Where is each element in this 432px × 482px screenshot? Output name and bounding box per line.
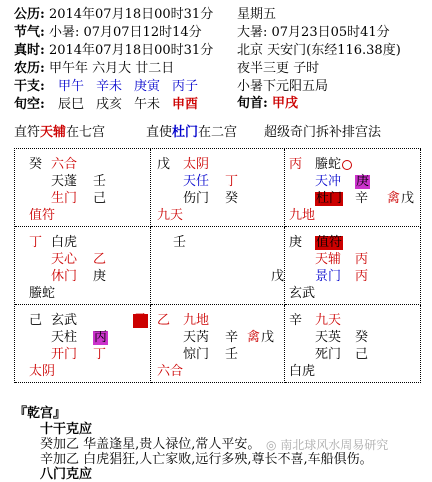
palace-kun <box>285 149 421 227</box>
palace-xun <box>15 149 151 227</box>
ganzhi-year: 甲午 <box>58 79 85 94</box>
ji-stem: 戊 <box>261 330 275 345</box>
star-stem: 丙 <box>355 252 369 267</box>
jieqi-label: 节气: <box>14 25 45 40</box>
god-cell <box>315 157 352 173</box>
zhenshi-value: 2014年07月18日00时31分 <box>48 43 214 58</box>
ganzhi-day: 庚寅 <box>134 79 161 94</box>
zhishi-info <box>146 125 237 141</box>
god: 九地 <box>183 313 210 328</box>
xunshou <box>237 96 298 112</box>
deity: 白虎 <box>289 364 316 379</box>
heaven-stem: 丙 <box>289 157 303 172</box>
palace-zhen <box>15 227 151 305</box>
ganzhi-hour: 丙子 <box>172 79 199 94</box>
star: 天英 <box>315 330 342 345</box>
xunkong-row <box>14 96 45 113</box>
method: 超级奇门拆补排宫法 <box>264 125 382 140</box>
door: 景门 <box>315 269 342 284</box>
zhishi-pre: 直使 <box>146 125 173 140</box>
nongli-label: 农历: <box>14 61 45 76</box>
door-stem: 丁 <box>93 347 107 362</box>
heaven-stem: 辛 <box>289 313 303 328</box>
zhishi-post: 在二宫 <box>198 125 238 140</box>
nongli-value: 甲午年 六月大 廿二日 <box>48 61 175 76</box>
ganzhi-month: 辛未 <box>96 79 123 94</box>
palace-center <box>151 227 285 305</box>
door: 休门 <box>51 269 78 284</box>
door: 惊门 <box>183 347 210 362</box>
ji-stem: 戊 <box>401 191 415 206</box>
deity: 螣蛇 <box>29 286 56 301</box>
palace-kan <box>151 305 285 383</box>
dashu: 大暑: 07月23日05时41分 <box>237 25 390 40</box>
god: 玄武 <box>51 313 78 328</box>
nongli-row <box>14 60 174 77</box>
xunkong-year: 辰巳 <box>58 97 85 112</box>
god: 白虎 <box>51 235 78 250</box>
xunkong-month: 戌亥 <box>96 97 123 112</box>
zhishi-door: 杜门 <box>172 125 199 140</box>
palace-li <box>151 149 285 227</box>
qin-mark: 禽 <box>387 191 401 206</box>
star: 天冲 <box>315 174 342 189</box>
star: 天蓬 <box>51 174 78 189</box>
night-hour: 夜半三更 子时 <box>237 61 320 76</box>
xunkong-hour: 申酉 <box>172 97 199 112</box>
deity: 六合 <box>157 364 184 379</box>
palace-gen <box>15 305 151 383</box>
star-stem: 丁 <box>225 174 239 189</box>
heaven-stem: 丁 <box>29 235 43 250</box>
god: 六合 <box>51 157 78 172</box>
star-stem: 庚 <box>356 174 370 189</box>
heaven-stem: 癸 <box>29 157 43 172</box>
empty-circle-icon <box>342 160 352 170</box>
door-stem: 壬 <box>225 347 239 362</box>
god: 螣蛇 <box>315 157 342 172</box>
god: 太阴 <box>183 157 210 172</box>
gongli-value: 2014年07月18日00时31分 <box>48 7 214 22</box>
star-stem: 癸 <box>355 330 369 345</box>
star-stem-cell <box>93 330 108 346</box>
door-stem: 己 <box>93 191 107 206</box>
zhenshi-label: 真时: <box>14 43 45 58</box>
star: 天芮 <box>183 330 210 345</box>
sub-title-door: 八门克应 <box>40 467 93 482</box>
sub-title-gan: 十干克应 <box>40 422 93 437</box>
heaven-stem: 戊 <box>157 157 171 172</box>
door-stem: 己 <box>355 347 369 362</box>
ju-number: 小暑下元阳五局 <box>237 79 329 94</box>
jieqi-value: 小暑: 07月07日12时14分 <box>48 25 202 40</box>
weekday: 星期五 <box>237 7 277 22</box>
star-stem: 乙 <box>93 252 107 267</box>
gongli-row <box>14 6 213 23</box>
xunkong-day: 午未 <box>134 97 161 112</box>
xunshou-label: 旬首: <box>237 96 268 111</box>
god: 值符 <box>316 235 343 250</box>
zhenshi-row <box>14 42 213 59</box>
xunkong-label: 旬空: <box>14 97 45 112</box>
zhifu-info <box>14 125 105 141</box>
door-cell <box>315 191 343 207</box>
star-stem: 壬 <box>93 174 107 189</box>
watermark: ◎ 南北球风水周易研究 <box>266 438 389 452</box>
door: 死门 <box>315 347 342 362</box>
gan-line-2: 辛加乙 白虎猖狂,人亡家败,远行多殃,尊长不喜,车船俱伤。 <box>40 452 373 467</box>
zhifu-star: 天辅 <box>40 125 67 140</box>
deity: 太阴 <box>29 364 56 379</box>
door-stem: 丙 <box>355 269 369 284</box>
deity: 九地 <box>289 208 316 223</box>
deity: 玄武 <box>289 286 316 301</box>
god: 九天 <box>315 313 342 328</box>
star: 天柱 <box>51 330 78 345</box>
door-stem: 辛 <box>355 191 369 206</box>
door: 开门 <box>51 347 78 362</box>
star-stem-cell <box>355 174 370 190</box>
xunshou-value: 甲戌 <box>271 96 298 111</box>
door: 生门 <box>51 191 78 206</box>
god-cell <box>315 235 343 251</box>
heaven-stem: 乙 <box>157 313 171 328</box>
gan-line-1: 癸加乙 华盖逢星,贵人禄位,常人平安。 <box>40 437 261 452</box>
heaven-stem: 己 <box>29 313 43 328</box>
nine-palace-grid <box>14 148 421 383</box>
horse-star-badge: 马 <box>134 313 148 328</box>
star-stem: 辛 <box>225 330 239 345</box>
zhifu-pre: 直符 <box>14 125 41 140</box>
heaven-stem: 庚 <box>289 235 303 250</box>
location: 北京 天安门(东经116.38度) <box>237 43 401 58</box>
zhifu-post: 在七宫 <box>66 125 106 140</box>
star: 天任 <box>183 174 210 189</box>
jieqi-row <box>14 24 202 41</box>
star-stem: 丙 <box>94 330 108 345</box>
horse-cell <box>133 313 148 329</box>
door-stem: 癸 <box>225 191 239 206</box>
palace-title: 『乾宫』 <box>14 406 67 421</box>
door-stem: 庚 <box>93 269 107 284</box>
heaven-stem: 壬 <box>173 235 187 250</box>
deity: 九天 <box>157 208 184 223</box>
palace-qian <box>285 305 421 383</box>
deity: 值符 <box>29 208 56 223</box>
star: 天心 <box>51 252 78 267</box>
door: 杜门 <box>316 191 343 206</box>
ganzhi-label: 干支: <box>14 79 45 94</box>
center-stem: 戊 <box>271 269 285 284</box>
gongli-label: 公历: <box>14 7 45 22</box>
ganzhi-row <box>14 78 45 95</box>
star: 天辅 <box>315 252 342 267</box>
palace-dui <box>285 227 421 305</box>
door: 伤门 <box>183 191 210 206</box>
qin-mark: 禽 <box>247 330 261 345</box>
